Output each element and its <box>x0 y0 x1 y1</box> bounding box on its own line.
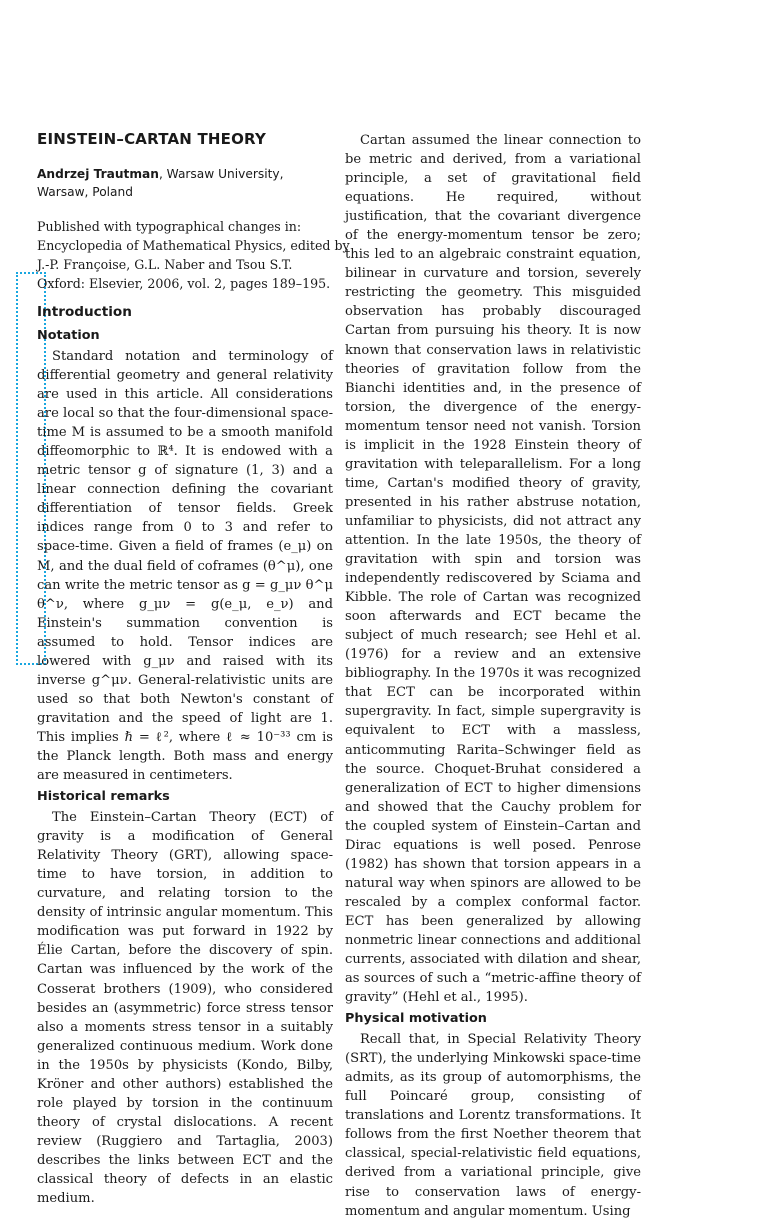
paragraph-cartan: Cartan assumed the linear connection to be metric and derived, from a variational principle, a set of gravitational field equations. He required, without justification, that the covariant divergence of the energy-momentum tensor be zero; this led to an algebraic constraint equation, bilinear in curvature and torsion, severely restricting the geometry. This misguided observation has probably discouraged Cartan from pursuing his theory. It is now known that conservation laws in relativistic theories of gravitation follow from the Bianchi identities and, in the presence of torsion, the divergence of the energy-momentum tensor need not vanish. Torsion is implicit in the 1928 Einstein theory of gravitation with teleparallelism. For a long time, Cartan's modified theory of gravity, presented in his rather abstruse notation, unfamiliar to physicists, did not attract any attention. In the late 1950s, the theory of gravitation with spin and torsion was independently rediscovered by Sciama and Kibble. The role of Cartan was recognized soon afterwards and ECT became the subject of much research; see Hehl et al. (1976) for a review and an extensive bibliography. In the 1970s it was recognized that ECT can be incorporated within supergravity. In fact, simple supergravity is equivalent to ECT with a massless, anticommuting Rarita–Schwinger field as the source. Choquet-Bruhat considered a generalization of ECT to higher dimensions and showed that the Cauchy problem for the coupled system of Einstein–Cartan and Dirac equations is well posed. Penrose (1982) has shown that torsion appears in a natural way when spinors are allowed to be rescaled by a complex conformal factor. ECT has been generalized by allowing nonmetric linear connections and additional currents, associated with dilation and shear, as sources of such a “metric-affine theory of gravity” (Hehl et al., 1995). <box>345 133 641 1006</box>
author-name: Andrzej Trautman <box>37 167 159 181</box>
pubnote-line: Encyclopedia of Mathematical Physics, edited by <box>37 238 350 253</box>
paragraph-physical: Recall that, in Special Relativity Theory (SRT), the underlying Minkowski space-time admits, as its group of automorphisms, the full Poincaré group, consisting of translations and Lorentz transformations. It follows from the first Noether theorem that classical, special-relativistic field equations, derived from a variational principle, give rise to conservation laws of energy-momentum and angular momentum. Using <box>345 1032 641 1219</box>
left-column <box>37 129 350 1208</box>
publication-note <box>37 217 350 293</box>
right-column <box>345 131 641 1221</box>
section-heading-introduction: Introduction <box>37 304 132 320</box>
subsection-heading-physical: Physical motivation <box>345 1011 487 1027</box>
pubnote-line: J.-P. Françoise, G.L. Naber and Tsou S.T. <box>37 257 293 272</box>
author-line <box>37 165 333 201</box>
subsection-heading-notation: Notation <box>37 328 100 343</box>
paragraph-notation: Standard notation and terminology of differential geometry and general relativity are used in this article. All considerations are local so that the four-dimensional space-time M is assumed to be a smooth manifold diffeomorphic to ℝ⁴. It is endowed with a metric tensor g of signature (1, 3) and a linear connection defining the covariant differentiation of tensor fields. Greek indices range from 0 to 3 and refer to space-time. Given a field of frames (e_μ) on M, and the dual field of coframes (θ^μ), one can write the metric tensor as g = g_μν θ^μ θ^ν, where g_μν = g(e_μ, e_ν) and Einstein's summation convention is assumed to hold. Tensor indices are lowered with g_μν and raised with its inverse g^μν. General-relativistic units are used so that both Newton's constant of gravitation and the speed of light are 1. This implies ℏ = ℓ², where ℓ ≈ 10⁻³³ cm is the Planck length. Both mass and energy are measured in centimeters. <box>37 349 333 784</box>
paragraph-historical: The Einstein–Cartan Theory (ECT) of gravity is a modification of General Relativity Theory (GRT), allowing space-time to have torsion, in addition to curvature, and relating torsion to the density of intrinsic angular momentum. This modification was put forward in 1922 by Élie Cartan, before the discovery of spin. Cartan was influenced by the work of the Cosserat brothers (1909), who considered besides an (asymmetric) force stress tensor also a moments stress tensor in a suitably generalized continuous medium. Work done in the 1950s by physicists (Kondo, Bilby, Kröner and other authors) established the role played by torsion in the continuum theory of crystal dislocations. A recent review (Ruggiero and Tartaglia, 2003) describes the links between ECT and the classical theory of defects in an elastic medium. <box>37 810 333 1207</box>
author-affiliation: , Warsaw University, Warsaw, Poland <box>37 167 284 199</box>
paper-title: EINSTEIN–CARTAN THEORY <box>37 130 267 148</box>
subsection-heading-historical: Historical remarks <box>37 789 170 805</box>
pubnote-line: Published with typographical changes in: <box>37 219 302 234</box>
pubnote-line: Oxford: Elsevier, 2006, vol. 2, pages 189–195. <box>37 276 331 291</box>
